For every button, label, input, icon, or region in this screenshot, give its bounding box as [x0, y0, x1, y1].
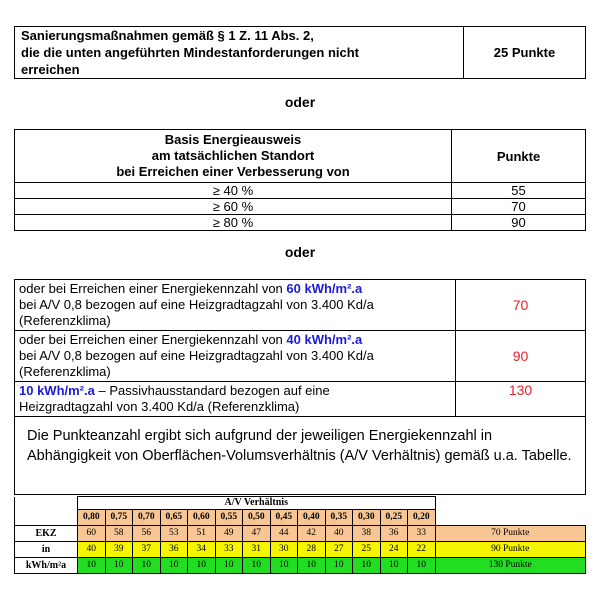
ekz-value: 51 — [188, 525, 216, 541]
ekz-value: 10 — [215, 557, 243, 573]
ekz-label: in — [15, 541, 78, 557]
renovation-label — [15, 27, 464, 79]
ekz-value: 25 — [353, 541, 381, 557]
ekz-value: 10 — [160, 557, 188, 573]
grid-corner — [15, 509, 78, 525]
criterion-points: 70 — [456, 280, 586, 331]
ekz-value: 10 — [353, 557, 381, 573]
ekz-value: 40 — [78, 541, 106, 557]
improvement-table — [14, 129, 586, 231]
av-value: 0,65 — [160, 509, 188, 525]
av-value: 0,80 — [78, 509, 106, 525]
energy-criterion — [15, 280, 456, 331]
ekz-value: 36 — [380, 525, 408, 541]
ekz-value: 36 — [160, 541, 188, 557]
improvement-points: 70 — [452, 199, 586, 215]
renovation-label-line: Sanierungsmaßnahmen gemäß § 1 Z. 11 Abs. 2, — [21, 28, 314, 43]
ekz-row — [15, 525, 586, 541]
ekz-value: 44 — [270, 525, 298, 541]
criterion-text: (Referenzklima) — [19, 313, 111, 328]
grid-spacer — [435, 509, 586, 525]
ekz-value: 37 — [133, 541, 161, 557]
improvement-level: ≥ 80 % — [15, 215, 452, 231]
ekz-value: 10 — [380, 557, 408, 573]
av-value: 0,60 — [188, 509, 216, 525]
ekz-value: 10 — [270, 557, 298, 573]
ekz-value: 27 — [325, 541, 353, 557]
ekz-value: 10 — [188, 557, 216, 573]
ekz-value: 22 — [408, 541, 436, 557]
points-label: 70 Punkte — [435, 525, 586, 541]
explanatory-note: Die Punkteanzahl ergibt sich aufgrund der jeweiligen Energiekennzahl in Abhängigkeit von Oberflächen-Volumsverhältnis (A/V Verhältnis) gemäß u.a. Tabelle. — [15, 417, 586, 495]
ekz-value: 58 — [105, 525, 133, 541]
energy-index-table — [14, 279, 586, 495]
ekz-value: 10 — [243, 557, 271, 573]
ekz-value: 38 — [353, 525, 381, 541]
criterion-text: Heizgradtagzahl von 3.400 Kd/a (Referenzklima) — [19, 399, 300, 414]
table-row — [15, 215, 586, 231]
criterion-text: (Referenzklima) — [19, 364, 111, 379]
ekz-value: 56 — [133, 525, 161, 541]
points-header: Punkte — [452, 130, 586, 183]
criterion-text: oder bei Erreichen einer Energiekennzahl von — [19, 281, 287, 296]
ekz-row — [15, 557, 586, 573]
ekz-value: 40 — [325, 525, 353, 541]
criterion-text: – Passivhausstandard bezogen auf eine — [94, 383, 330, 398]
table-row — [15, 183, 586, 199]
energy-value: 60 kWh/m².a — [286, 281, 363, 296]
av-value: 0,35 — [325, 509, 353, 525]
renovation-label-line: erreichen — [21, 62, 80, 77]
av-header-row — [15, 509, 586, 525]
ekz-row — [15, 541, 586, 557]
ekz-value: 10 — [298, 557, 326, 573]
criterion-points: 130 — [456, 382, 586, 417]
energy-criterion — [15, 382, 456, 417]
energy-value: 40 kWh/m².a — [286, 332, 363, 347]
ekz-value: 33 — [408, 525, 436, 541]
ekz-label: kWh/m²a — [15, 557, 78, 573]
renovation-table — [14, 26, 586, 79]
or-separator: oder — [284, 94, 316, 110]
improvement-header-line: Basis Energieausweis — [164, 132, 302, 147]
renovation-points: 25 Punkte — [464, 27, 586, 79]
points-label: 90 Punkte — [435, 541, 586, 557]
av-value: 0,25 — [380, 509, 408, 525]
criterion-text: bei A/V 0,8 bezogen auf eine Heizgradtagzahl von 3.400 Kd/a — [19, 348, 374, 363]
ekz-value: 53 — [160, 525, 188, 541]
grid-spacer — [435, 497, 586, 510]
av-value: 0,55 — [215, 509, 243, 525]
ekz-value: 49 — [215, 525, 243, 541]
av-value: 0,75 — [105, 509, 133, 525]
ekz-value: 10 — [325, 557, 353, 573]
improvement-level: ≥ 60 % — [15, 199, 452, 215]
energy-criterion — [15, 331, 456, 382]
av-value: 0,20 — [408, 509, 436, 525]
improvement-level: ≥ 40 % — [15, 183, 452, 199]
table-row — [15, 331, 586, 382]
improvement-points: 90 — [452, 215, 586, 231]
av-value: 0,70 — [133, 509, 161, 525]
ekz-value: 30 — [270, 541, 298, 557]
criterion-text: oder bei Erreichen einer Energiekennzahl von — [19, 332, 287, 347]
ekz-value: 33 — [215, 541, 243, 557]
points-label: 130 Punkte — [435, 557, 586, 573]
ekz-value: 31 — [243, 541, 271, 557]
ekz-value: 10 — [408, 557, 436, 573]
av-value: 0,40 — [298, 509, 326, 525]
grid-corner — [15, 497, 78, 510]
renovation-label-line: die die unten angeführten Mindestanforderungen nicht — [21, 45, 360, 60]
improvement-header-line: bei Erreichen einer Verbesserung von — [116, 164, 350, 179]
table-row — [15, 280, 586, 331]
energy-value: 10 kWh/m².a — [19, 383, 95, 398]
av-ratio-title: A/V Verhältnis — [78, 497, 436, 510]
ekz-value: 42 — [298, 525, 326, 541]
av-value: 0,50 — [243, 509, 271, 525]
ekz-label: EKZ — [15, 525, 78, 541]
ekz-value: 28 — [298, 541, 326, 557]
ekz-value: 10 — [78, 557, 106, 573]
av-value: 0,30 — [353, 509, 381, 525]
ekz-value: 39 — [105, 541, 133, 557]
ekz-value: 24 — [380, 541, 408, 557]
or-separator: oder — [284, 244, 316, 260]
av-value: 0,45 — [270, 509, 298, 525]
ekz-value: 34 — [188, 541, 216, 557]
ekz-value: 47 — [243, 525, 271, 541]
criterion-points: 90 — [456, 331, 586, 382]
table-row — [15, 382, 586, 417]
improvement-header-line: am tatsächlichen Standort — [151, 148, 315, 163]
ekz-value: 60 — [78, 525, 106, 541]
criterion-text: bei A/V 0,8 bezogen auf eine Heizgradtagzahl von 3.400 Kd/a — [19, 297, 374, 312]
av-ratio-grid — [14, 496, 586, 574]
ekz-value: 10 — [105, 557, 133, 573]
table-row — [15, 199, 586, 215]
improvement-header — [15, 130, 452, 183]
improvement-points: 55 — [452, 183, 586, 199]
ekz-value: 10 — [133, 557, 161, 573]
